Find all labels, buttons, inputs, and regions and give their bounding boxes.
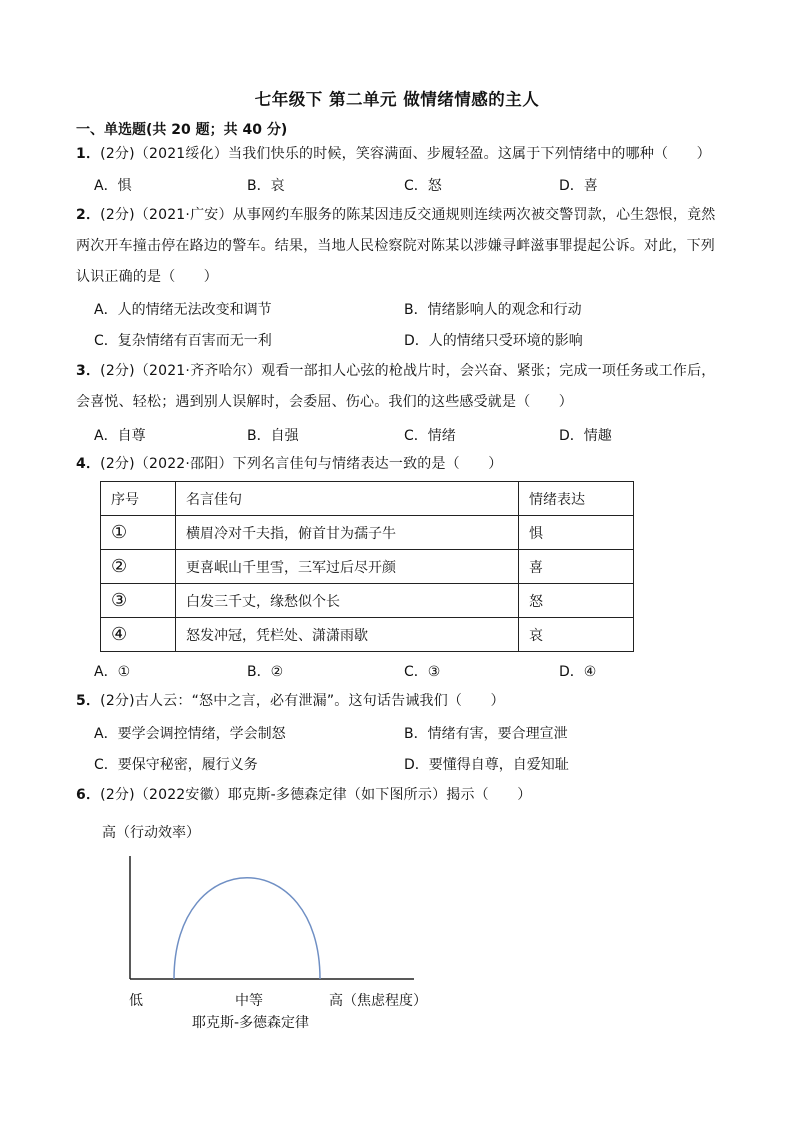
table-cell: 喜 xyxy=(519,550,634,584)
yerkes-dodson-figure xyxy=(96,816,456,1036)
option-a[interactable]: A．惧 xyxy=(94,178,132,194)
table-row xyxy=(101,550,634,584)
table-cell: 怒发冲冠，凭栏处、潇潇雨歇 xyxy=(176,618,519,652)
table-cell: 白发三千丈，缘愁似个长 xyxy=(176,584,519,618)
table-header: 序号 xyxy=(101,482,176,516)
x-axis-low-label: 低 xyxy=(129,993,143,1009)
table-cell: ② xyxy=(101,550,176,584)
question-number: 3． xyxy=(76,363,101,379)
option-d[interactable]: D．情趣 xyxy=(559,428,612,444)
question-text: (2分)古人云：“怒中之言，必有泄漏”。这句话告诫我们（ ） xyxy=(100,693,505,709)
question-2 xyxy=(76,200,720,293)
option-a[interactable]: A．自尊 xyxy=(94,428,146,444)
page-title: 七年级下 第二单元 做情绪情感的主人 xyxy=(254,90,540,109)
options-q1 xyxy=(94,175,720,199)
question-3 xyxy=(76,356,720,418)
option-b[interactable]: B．② xyxy=(247,664,284,680)
table-row xyxy=(101,516,634,550)
option-b[interactable]: B．情绪有害，要合理宣泄 xyxy=(404,726,568,742)
option-c[interactable]: C．要保守秘密，履行义务 xyxy=(94,757,258,773)
question-number: 2． xyxy=(76,207,101,223)
option-d[interactable]: D．要懂得自尊，自爱知耻 xyxy=(404,757,569,773)
option-d[interactable]: D．人的情绪只受环境的影响 xyxy=(404,333,583,349)
options-q2-row1 xyxy=(94,299,720,323)
question-text: (2分)（2022·邵阳）下列名言佳句与情绪表达一致的是（ ） xyxy=(100,456,503,472)
performance-curve xyxy=(174,878,320,979)
question-number: 6． xyxy=(76,787,101,803)
question-number: 5． xyxy=(76,693,101,709)
options-q4 xyxy=(94,661,720,685)
table-cell: 惧 xyxy=(519,516,634,550)
quote-table xyxy=(100,481,634,652)
option-b[interactable]: B．自强 xyxy=(247,428,299,444)
option-d[interactable]: D．④ xyxy=(559,664,597,680)
table-cell: 怒 xyxy=(519,584,634,618)
question-4 xyxy=(76,449,720,480)
question-6 xyxy=(76,780,720,811)
table-cell: 哀 xyxy=(519,618,634,652)
option-c[interactable]: C．怒 xyxy=(404,178,442,194)
table-cell: 更喜岷山千里雪，三军过后尽开颜 xyxy=(176,550,519,584)
question-text: (2分)（2021·齐齐哈尔）观看一部扣人心弦的枪战片时，会兴奋、紧张；完成一项任务或工作后，会喜悦、轻松；遇到别人误解时，会委屈、伤心。我们的这些感受就是（ ） xyxy=(76,363,716,410)
x-axis-high-label: 高（焦虑程度） xyxy=(329,993,427,1009)
table-header: 名言佳句 xyxy=(176,482,519,516)
option-a[interactable]: A．① xyxy=(94,664,131,680)
table-header-row xyxy=(101,482,634,516)
table-cell: 横眉冷对千夫指，俯首甘为孺子牛 xyxy=(176,516,519,550)
options-q5-row2 xyxy=(94,754,720,778)
option-c[interactable]: C．复杂情绪有百害而无一利 xyxy=(94,333,272,349)
option-c[interactable]: C．③ xyxy=(404,664,441,680)
table-cell: ① xyxy=(101,516,176,550)
table-cell: ③ xyxy=(101,584,176,618)
x-axis-mid-label: 中等 xyxy=(235,993,263,1009)
option-a[interactable]: A．要学会调控情绪，学会制怒 xyxy=(94,726,286,742)
option-c[interactable]: C．情绪 xyxy=(404,428,456,444)
question-text: (2分)（2022安徽）耶克斯-多德森定律（如下图所示）揭示（ ） xyxy=(100,787,532,803)
option-d[interactable]: D．喜 xyxy=(559,178,598,194)
table-row xyxy=(101,584,634,618)
question-text: (2分)（2021绥化）当我们快乐的时候，笑容满面、步履轻盈。这属于下列情绪中的哪种（ ） xyxy=(100,146,711,162)
options-q5-row1 xyxy=(94,723,720,747)
table-row xyxy=(101,618,634,652)
option-b[interactable]: B．哀 xyxy=(247,178,285,194)
table-cell: ④ xyxy=(101,618,176,652)
y-axis-label: 高（行动效率） xyxy=(102,825,200,841)
question-1 xyxy=(76,139,720,170)
table-header: 情绪表达 xyxy=(519,482,634,516)
question-number: 4． xyxy=(76,456,101,472)
options-q3 xyxy=(94,425,720,449)
option-a[interactable]: A．人的情绪无法改变和调节 xyxy=(94,302,272,318)
section-heading: 一、单选题(共 20 题；共 40 分) xyxy=(76,122,288,138)
question-text: (2分)（2021·广安）从事网约车服务的陈某因违反交通规则连续两次被交警罚款，心生怨恨，竟然两次开车撞击停在路边的警车。结果，当地人民检察院对陈某以涉嫌寻衅滋事罪提起公诉。对此，下列认识正确的是（ ） xyxy=(76,207,716,285)
options-q2-row2 xyxy=(94,330,720,354)
question-number: 1． xyxy=(76,146,101,162)
option-b[interactable]: B．情绪影响人的观念和行动 xyxy=(404,302,582,318)
figure-caption: 耶克斯-多德森定律 xyxy=(192,1015,310,1031)
question-5 xyxy=(76,686,720,717)
